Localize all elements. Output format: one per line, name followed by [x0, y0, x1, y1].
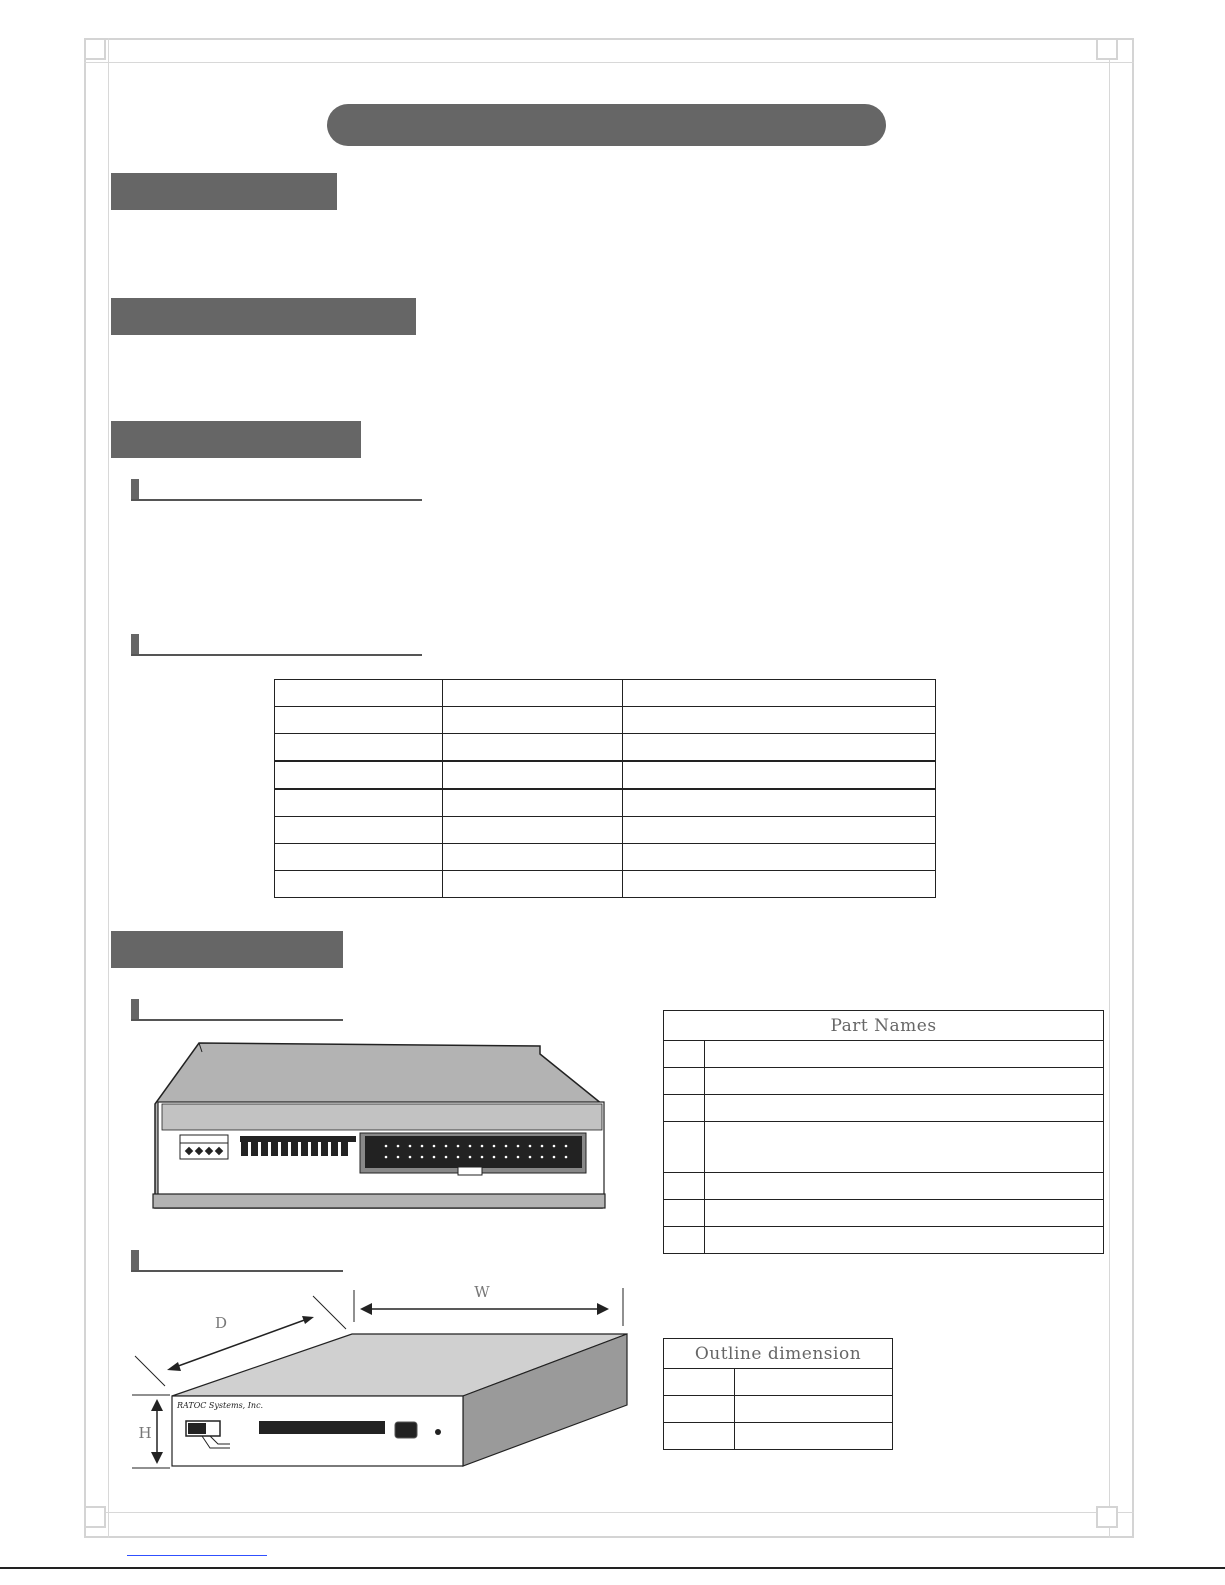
- frame-rule-bottom: [84, 1512, 1134, 1513]
- frame-corner-bl: [84, 1506, 106, 1528]
- table-row: [664, 1423, 893, 1450]
- subsection-heading-1: [131, 479, 422, 501]
- dimension-width-label: W: [474, 1283, 490, 1301]
- frame-corner-tl: [84, 38, 106, 60]
- table-row: [275, 871, 936, 898]
- section-header-4: [111, 931, 343, 968]
- table-row: [664, 1227, 1104, 1254]
- subsection-heading-2: [131, 634, 422, 656]
- subsection-heading-4: [131, 1250, 343, 1272]
- table-row: [664, 1095, 1104, 1122]
- table-row: [275, 817, 936, 844]
- table-row: [664, 1041, 1104, 1068]
- table-row: [275, 707, 936, 734]
- table-row: [664, 1173, 1104, 1200]
- dimension-height-label: H: [138, 1424, 152, 1442]
- table-row: [275, 844, 936, 871]
- table-row: [275, 734, 936, 762]
- table-row: [275, 680, 936, 707]
- part-names-table: [663, 1010, 1104, 1254]
- subsection-heading-3: [131, 999, 343, 1021]
- footer-rule: [0, 1567, 1225, 1569]
- table-row: [664, 1122, 1104, 1173]
- outline-dimension-title: Outline dimension: [664, 1339, 893, 1369]
- device-rear-view-drawing: [150, 1040, 610, 1212]
- device-outline-drawing: [130, 1278, 630, 1478]
- frame-rule-top: [84, 62, 1134, 63]
- section-header-3: [111, 421, 361, 458]
- page-title-banner: [327, 104, 886, 146]
- specification-table: [274, 679, 936, 898]
- outline-dimension-table: [663, 1338, 893, 1450]
- section-header-1: [111, 173, 337, 210]
- table-row: [664, 1396, 893, 1423]
- table-row: [664, 1068, 1104, 1095]
- table-row: [275, 789, 936, 817]
- frame-corner-br: [1096, 1506, 1118, 1528]
- frame-corner-tr: [1096, 38, 1118, 60]
- dimension-depth-label: D: [214, 1314, 228, 1332]
- section-header-2: [111, 298, 416, 335]
- device-brand-label: RATOC Systems, Inc.: [177, 1401, 264, 1410]
- table-row: [664, 1369, 893, 1396]
- part-names-title: Part Names: [664, 1011, 1104, 1041]
- footer-link-underline[interactable]: [127, 1555, 267, 1556]
- table-row: [664, 1200, 1104, 1227]
- jumper-pins: [240, 1135, 356, 1157]
- table-row: [275, 761, 936, 789]
